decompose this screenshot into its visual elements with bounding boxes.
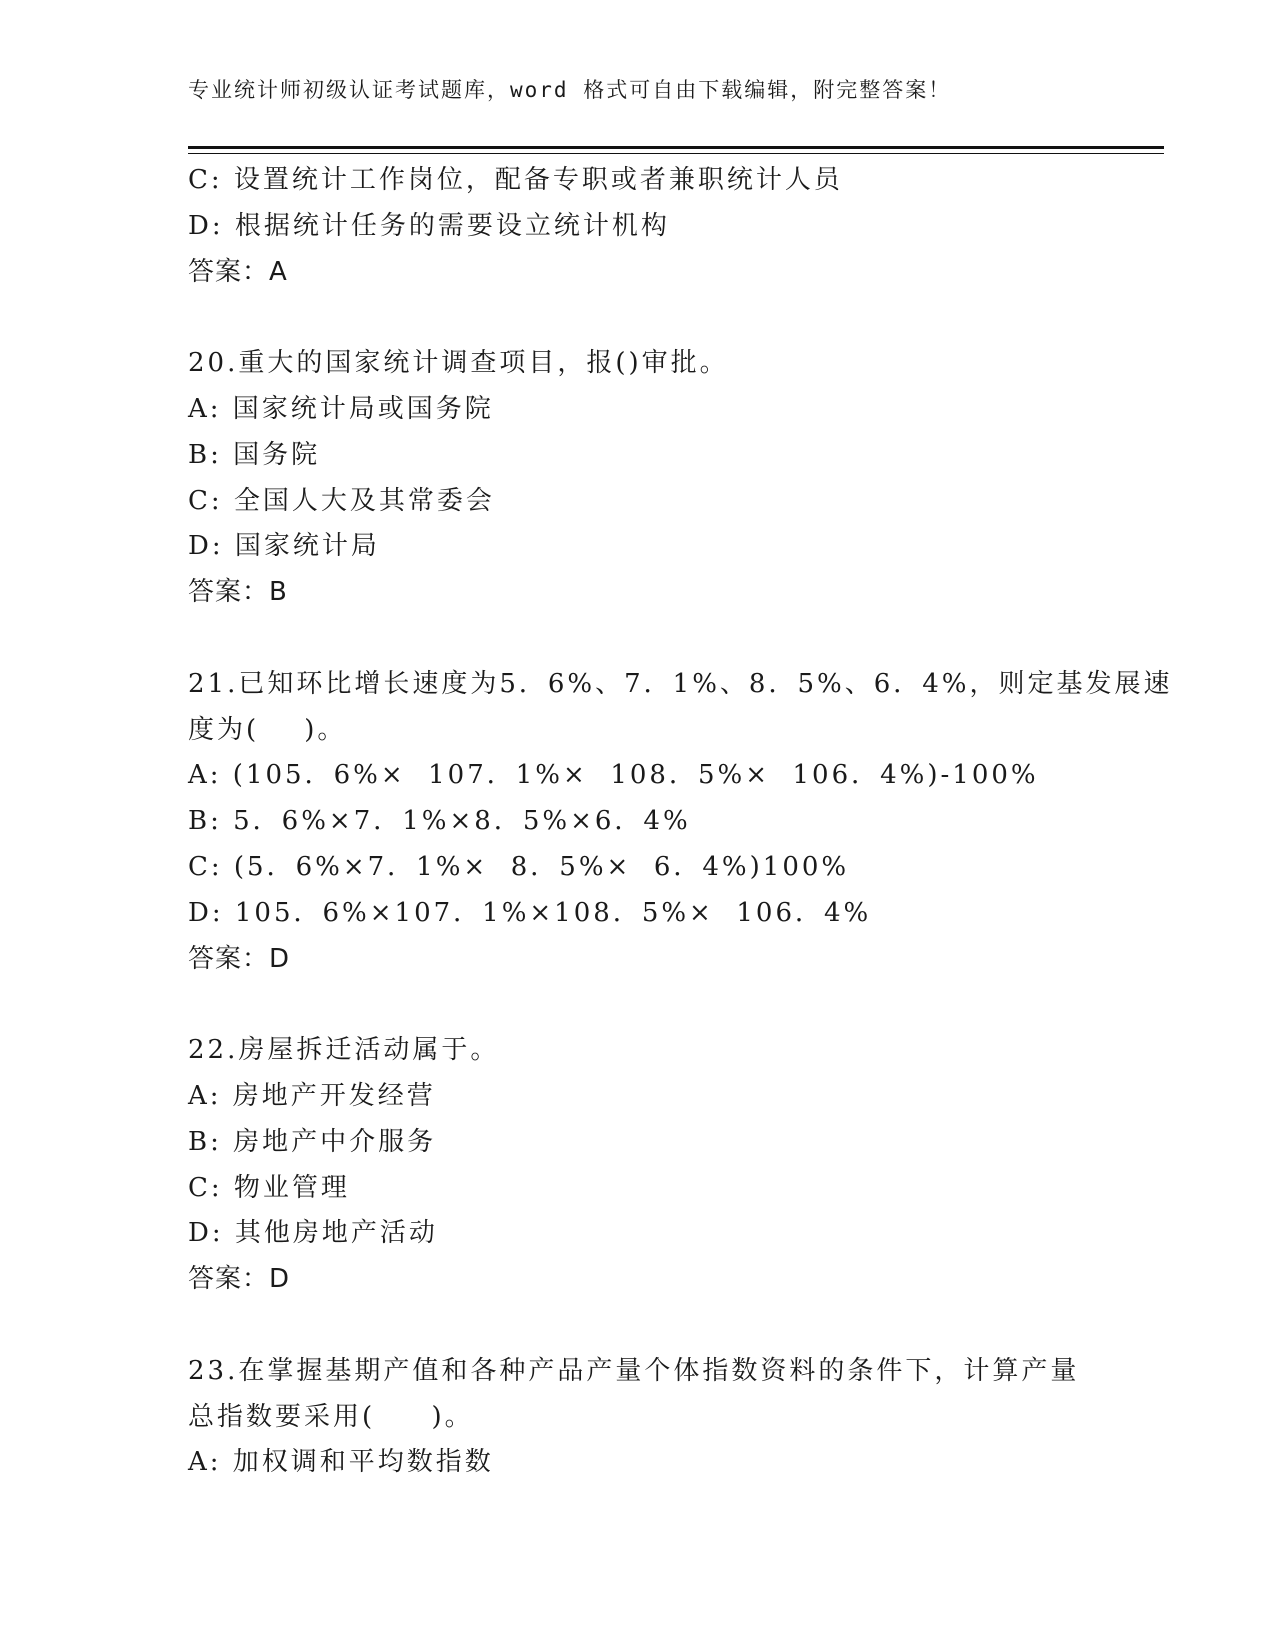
option-b: B: 5．6%×7．1%×8．5%×6．4% — [188, 806, 691, 837]
question-21-line-1: 21.已知环比增长速度为5．6%、7．1%、8．5%、6．4%，则定基发展速 — [188, 668, 1173, 699]
option-d: D: 105．6%×107．1%×108．5%× 106．4% — [188, 897, 872, 928]
spacer — [188, 616, 1128, 662]
question-content — [188, 158, 1173, 1486]
question-20: 20.重大的国家统计调查项目，报()审批。 — [188, 348, 729, 379]
option-c: C: (5．6%×7．1%× 8．5%× 6．4%)100% — [188, 851, 850, 882]
question-23-line-1: 23.在掌握基期产值和各种产品产量个体指数资料的条件下，计算产量 — [188, 1355, 1080, 1386]
answer: 答案：D — [188, 1264, 291, 1295]
option-c: C: 物业管理 — [188, 1172, 350, 1203]
option-a: A: (105．6%× 107．1%× 108．5%× 106．4%)-100% — [188, 760, 1039, 791]
option-a: A: 国家统计局或国务院 — [188, 393, 494, 424]
question-23-line-2: 总指数要采用( )。 — [188, 1401, 474, 1432]
option-c: C: 全国人大及其常委会 — [188, 485, 495, 516]
option-c: C: 设置统计工作岗位，配备专职或者兼职统计人员 — [188, 165, 843, 195]
page-header: 专业统计师初级认证考试题库，word 格式可自由下载编辑，附完整答案！ — [188, 78, 952, 102]
spacer — [188, 982, 1128, 1028]
spacer — [188, 295, 1128, 341]
option-a: A: 加权调和平均数指数 — [188, 1447, 494, 1478]
option-d: D: 其他房地产活动 — [188, 1218, 438, 1249]
header-rule-thick — [188, 146, 1164, 149]
question-22: 22.房屋拆迁活动属于。 — [188, 1035, 500, 1066]
option-b: B: 房地产中介服务 — [188, 1126, 437, 1157]
option-a: A: 房地产开发经营 — [188, 1080, 436, 1111]
answer: 答案：B — [188, 577, 288, 608]
answer: 答案：A — [188, 256, 288, 287]
option-d: D: 国家统计局 — [188, 531, 380, 562]
header-rule-thin — [188, 153, 1164, 154]
spacer — [188, 1303, 1128, 1349]
question-21-line-2: 度为( )。 — [188, 714, 347, 745]
option-d: D: 根据统计任务的需要设立统计机构 — [188, 210, 670, 241]
answer: 答案：D — [188, 943, 291, 974]
option-b: B: 国务院 — [188, 439, 321, 470]
